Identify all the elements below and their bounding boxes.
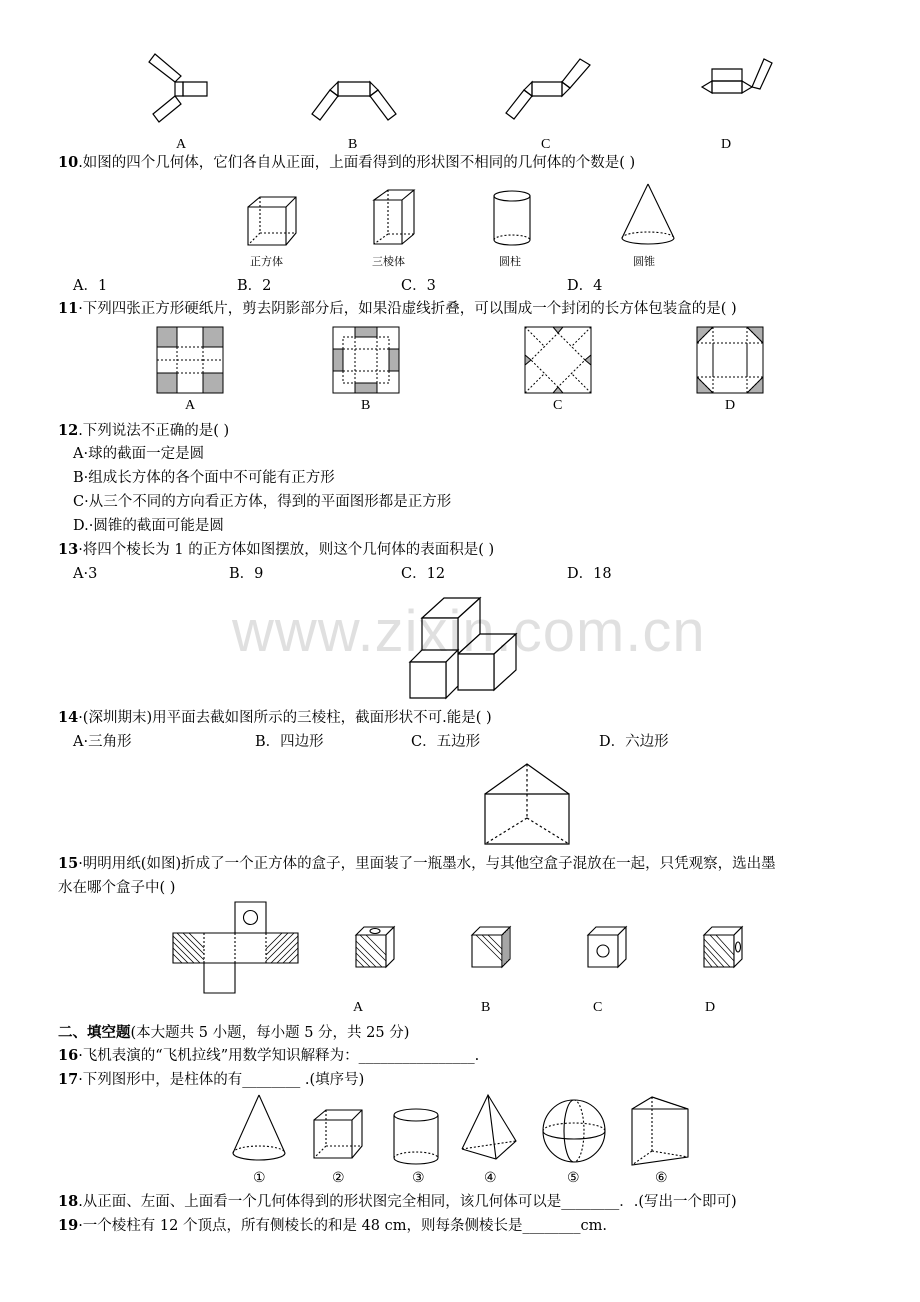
- q12-option-d[interactable]: D.·圆锥的截面可能是圆: [73, 518, 224, 534]
- q10-cone-figure: [620, 182, 676, 248]
- q15-stem-line1: 15·明明用纸(如图)折成了一个正方体的盒子，里面装了一瓶墨水，与其他空盒子混放在一起，只凭观察，选出墨: [58, 855, 776, 872]
- q14-prism-figure: [483, 762, 571, 846]
- q12-option-b[interactable]: B·组成长方体的各个面中不可能有正方形: [73, 470, 335, 486]
- q9-label-b: B: [348, 137, 358, 152]
- q10-cylinder-figure: [492, 190, 536, 248]
- q10-option-a[interactable]: A．1: [73, 278, 108, 294]
- q14-stem: 14·(深圳期末)用平面去截如图所示的三棱柱，截面形状不可.能是( ): [58, 709, 492, 726]
- q17-cone-figure: [231, 1093, 289, 1163]
- q15-label-a: A: [353, 1000, 364, 1015]
- section-heading: 二、填空题(本大题共 5 小题，每小题 5 分，共 25 分): [58, 1024, 410, 1041]
- q17-label-1: ①: [253, 1171, 266, 1186]
- watermark: www.zixin.com.cn: [232, 599, 706, 664]
- q17-pyramid-figure: [460, 1093, 520, 1163]
- q9-label-a: A: [176, 137, 187, 152]
- q10-option-c[interactable]: C．3: [401, 278, 436, 294]
- q9-label-d: D: [721, 137, 732, 152]
- q17-label-4: ④: [484, 1171, 497, 1186]
- q9-figure-b: [310, 70, 400, 125]
- q15-label-b: B: [481, 1000, 491, 1015]
- q11-figure-d: [697, 327, 763, 393]
- q13-option-a[interactable]: A·3: [73, 566, 98, 582]
- q11-label-a: A: [185, 398, 196, 413]
- q14-option-c[interactable]: C．五边形: [411, 734, 481, 750]
- q15-label-c: C: [593, 1000, 603, 1015]
- q11-label-c: C: [553, 398, 563, 413]
- q11-label-d: D: [725, 398, 736, 413]
- q16-stem: 16·飞机表演的“飞机拉线”用数学知识解释为：________________.: [58, 1047, 480, 1064]
- q19-stem: 19·一个棱柱有 12 个顶点，所有侧棱长的和是 48 cm，则每条侧棱长是________cm.: [58, 1217, 607, 1234]
- q14-option-d[interactable]: D．六边形: [599, 734, 669, 750]
- q17-label-5: ⑤: [567, 1171, 580, 1186]
- q14-option-b[interactable]: B．四边形: [255, 734, 324, 750]
- q13-option-d[interactable]: D．18: [567, 566, 612, 582]
- q11-figure-c: [525, 327, 591, 393]
- q13-option-b[interactable]: B．9: [229, 566, 264, 582]
- q10-option-d[interactable]: D．4: [567, 278, 603, 294]
- q17-sphere-figure: [541, 1098, 607, 1164]
- q10-solid-label-cylinder: 圆柱: [499, 255, 521, 268]
- q15-box-b: [470, 925, 512, 969]
- q9-figure-a: [145, 52, 215, 127]
- q15-label-d: D: [705, 1000, 716, 1015]
- q17-label-6: ⑥: [655, 1171, 668, 1186]
- q18-stem: 18.从正面、左面、上面看一个几何体得到的形状图完全相同，该几何体可以是________．.(写出一个即可): [58, 1193, 737, 1210]
- q10-solid-label-prism: 三棱体: [372, 255, 405, 268]
- q10-solid-label-cube: 正方体: [250, 255, 283, 268]
- q15-box-a: [354, 925, 396, 969]
- q13-option-c[interactable]: C．12: [401, 566, 446, 582]
- q15-box-d: [702, 925, 744, 969]
- q15-stem-line2: 水在哪个盒子中( ): [58, 880, 176, 896]
- q10-cube-figure: [246, 195, 298, 247]
- q10-prism-figure: [372, 188, 416, 248]
- q12-option-a[interactable]: A·球的截面一定是圆: [73, 446, 205, 462]
- q11-figure-a: [157, 327, 223, 393]
- q12-stem: 12.下列说法不正确的是( ): [58, 422, 230, 439]
- q11-label-b: B: [361, 398, 371, 413]
- q17-label-3: ③: [412, 1171, 425, 1186]
- q17-cylinder-figure: [392, 1108, 442, 1166]
- q15-box-c: [586, 925, 628, 969]
- q10-stem: 10.如图的四个几何体，它们各自从正面，上面看得到的形状图不相同的几何体的个数是( ): [58, 154, 636, 171]
- q17-cube-figure: [312, 1108, 364, 1160]
- q11-stem: 11·下列四张正方形硬纸片，剪去阴影部分后，如果沿虚线折叠，可以围成一个封闭的长方体包装盒的是( ): [58, 300, 737, 317]
- q10-solid-label-cone: 圆锥: [633, 255, 655, 268]
- q9-figure-d: [700, 55, 780, 100]
- q17-label-2: ②: [332, 1171, 345, 1186]
- q12-option-c[interactable]: C·从三个不同的方向看正方体，得到的平面图形都是正方形: [73, 494, 452, 510]
- q17-stem: 17·下列图形中，是柱体的有________ .(填序号): [58, 1071, 365, 1088]
- q15-net-figure: [173, 900, 299, 994]
- q17-prism-figure: [630, 1095, 690, 1167]
- q14-option-a[interactable]: A·三角形: [73, 734, 132, 750]
- q10-option-b[interactable]: B．2: [237, 278, 272, 294]
- q9-figure-c: [502, 55, 597, 125]
- q9-label-c: C: [541, 137, 551, 152]
- q13-stem: 13·将四个棱长为 1 的正方体如图摆放，则这个几何体的表面积是( ): [58, 541, 495, 558]
- q11-figure-b: [333, 327, 399, 393]
